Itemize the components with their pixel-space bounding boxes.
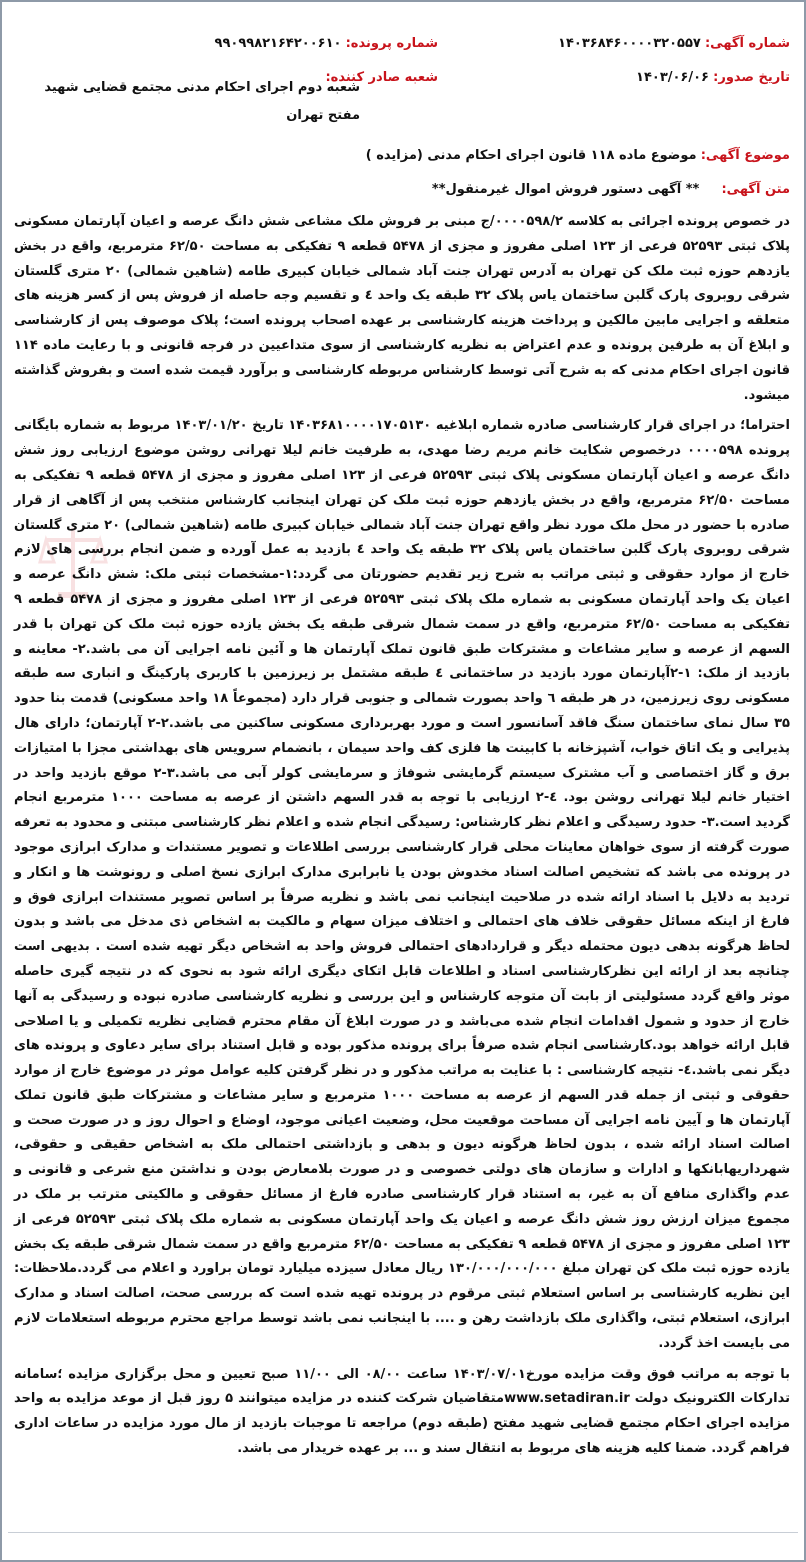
case-number-field	[215, 36, 438, 51]
subject-field	[366, 148, 790, 163]
issue-date-label: تاریخ صدور:	[713, 70, 790, 85]
subject-value: موضوع ماده ۱۱۸ قانون اجرای احکام مدنی (مزایده )	[365, 148, 697, 163]
ad-number-field	[558, 36, 790, 51]
issuer-label: شعبه صادر کننده:	[325, 70, 438, 85]
ad-number-value: ۱۴۰۳۶۸۴۶۰۰۰۰۳۲۰۵۵۷	[558, 36, 701, 51]
ad-number-label: شماره آگهی:	[704, 36, 790, 51]
ad-body	[14, 210, 790, 1468]
issue-date-field	[636, 70, 790, 85]
ad-text-field	[432, 182, 790, 197]
issue-date-value: ۱۴۰۳/۰۶/۰۶	[636, 70, 709, 85]
bottom-divider	[8, 1532, 798, 1533]
subject-label: موضوع آگهی:	[700, 148, 790, 163]
issuer-value: شعبه دوم اجرای احکام مدنی مجتمع قضایی شهید مفتح تهران	[44, 80, 360, 123]
body-paragraph-2: احتراما؛ در اجرای قرار کارشناسی صادره شماره ابلاغیه ۱۴۰۳۶۸۱۰۰۰۰۱۷۰۵۱۳۰ تاریخ ۱۴۰۳/۰۱/۲۰ مربوط به شماره بایگانی پرونده ۰۰۰۰۵۹۸ درخصوص شکایت خانم مریم رضا مهدی، به طرفیت خانم لیلا تهرانی روشن موضوع ارزیابی روز شش دانگ عرصه و اعیان آپارتمان مسکونی پلاک ثبتی ۵۲۵۹۳ فرعی از ۱۲۳ اصلی مفروز و مجزی از ۵۴۷۸ قطعه ۹ تفکیکی به مساحت ۶۲/۵۰ مترمربع، واقع در بخش یازدهم حوزه ثبت ملک کن تهران اینجانب کارشناس منتخب پس از آگاهی از قرار صادره با حضور در محل ملک مورد نظر واقع تهران جنت آباد شمالی خیابان کبیری طامه (شاهین شمالی) ۲۰ متری گلستان شرقی روبروی پارک گلبن ساختمان یاس پلاک ۳۲ طبقه یک واحد ٤ بازدید به عمل آورده و ضمن انجام بررسی های لازم خارج از موارد حقوقی و ثبتی مراتب به شرح زیر تقدیم حضورتان می گردد:۱-مشخصات ثبتی ملک: شش دانگ عرصه و اعیان یک واحد آپارتمان مسکونی به شماره ملک پلاک ثبتی ۵۲۵۹۳ فرعی از ۱۲۳ اصلی مفروز و مجزی از ۵۴۷۸ قطعه ۹ تفکیکی به مساحت ۶۲/۵۰ مترمربع، واقع در سمت شمال شرقی طبقه یک بخش یازده حوزه ثبت ملک کن تهران با قدر السهم از عرصه و سایر مشاعات و مشترکات طبق قانون تملک آپارتمان ها و آئین نامه اجرایی آن می باشد.۲- معاینه و بازدید از ملک: ۱-۲آپارتمان مورد بازدید در ساختمانی ٤ طبقه مشتمل بر زیرزمین با کاربری پارکینگ و انباری سه طبقه مسکونی روی زیرزمین، در هر طبقه ٦ واحد بصورت شمالی و جنوبی قرار دارد (مجموعاً ۱۸ واحد مسکونی) قدمت بنا حدود ۳۵ سال نمای ساختمان سنگ فاقد آسانسور است و مورد بهربرداری مسکونی ساکنین می باشد.۲-۲ آپارتمان؛ دارای هال پذیرایی و یک اتاق خواب، آشپزخانه با کابینت ها فلزی کف واحد سیمان ، بانضمام سرویس های بهداشتی مجزا با امتیازات برق و گاز اختصاصی و آب مشترک سیستم گرمایشی شوفاژ و سرمایشی کولر آبی می باشد.۳-۲ موقع بازدید واحد در اختیار خانم لیلا تهرانی روشن بود. ٤-۲ ارزیابی با توجه به قدر السهم داشتن از عرصه به مساحت ۱۰۰۰ مترمربع انجام گردید است.۳- حدود رسیدگی و اعلام نظر کارشناس: رسیدگی انجام شده و اعلام نظر کارشناسی مبتنی و محدود به تعرفه صورت گرفته از سوی خواهان معاینات محلی قرار کارشناسی بررسی اطلاعات و تصویر مستندات و مدارک ابرازی موجود در پرونده می باشد که تشخیص اصالت اسناد مخدوش بودن یا نابرابری مدارک ابرازی نسخ اصلی و رونوشت ها و انکار و تردید به دلایل با اسناد ارائه شده در صلاحیت اینجانب نمی باشد و نظریه صرفاً بر اساس تصویر مستندات ابرازی فوق و فارغ از اینکه مسائل حقوقی خلاف های احتمالی و اختلاف میزان سهام و مالکیت به اشخاص ذی مدخل می باشد و بدون لحاظ هرگونه بدهی دیون محتمله دیگر و قراردادهای احتمالی فروش واحد به اشخاص دیگر تهیه شده است . بدیهی است چنانچه بعد از ارائه این نظرکارشناسی اسناد و اطلاعات قابل اتکای دیگری ارائه شود به نحوی که در نتیجه گیری حاصله موثر واقع گردد مسئولیتی از بابت آن متوجه کارشناس و این بررسی و نظریه کارشناسی صادره نبوده و رسیدگی به آنها خارج از حدود و شمول اقدامات انجام شده می‌باشد و در صورت ابلاغ آن مقام محترم قضایی نظریه تکمیلی و یا اصلاحی قابل ارائه خواهد بود.کارشناسی انجام شده صرفاً برای پرونده مذکور بوده و قابل استناد برای سایر دعاوی و پرونده های دیگر نمی باشد.٤- نتیجه کارشناسی : با عنایت به مراتب مذکور و در نظر گرفتن کلیه عوامل موثر در موضوع خارج از موارد حقوقی و ثبتی از جمله قدر السهم از عرصه به مساحت ۱۰۰۰ مترمربع و سایر مشاعات و مشترکات طبق قانون تملک آپارتمان ها و آیین نامه اجرایی آن مساحت موقعیت محل، وضعیت اعیانی موجود، اوضاع و احوال روز و در صورت صحت و اصالت اسناد ارائه شده ، بدون لحاظ هرگونه دیون و بدهی و بازداشتی احتمالی ملک به اشخاص حقیقی و حقوقی، شهرداریهابانکها و ادارات و سازمان های دولتی خصوصی و در صورت بلامعارض بودن و نداشتن منع شرعی و قانونی و عدم واگذاری منافع آن به غیر، به استناد قرار کارشناسی صادره فارغ از مسائل حقوقی و مالکیتی مترتب بر ملک در مجموع میزان ارزش روز شش دانگ عرصه و اعیان یک واحد آپارتمان مسکونی به شماره ملک پلاک ثبتی ۵۲۵۹۳ فرعی از ۱۲۳ اصلی مفروز و مجزی از ۵۴۷۸ قطعه ۹ تفکیکی به مساحت ۶۲/۵۰ مترمربع واقع در سمت شمال شرقی طبقه یک بخش یازده حوزه ثبت ملک کن تهران مبلغ ۱۳۰/۰۰۰/۰۰۰/۰۰۰ ریال معادل سیزده میلیارد تومان براورد و اعلام می گردد.ملاحظات: این نظریه کارشناسی بر اساس استعلام ثبتی مرقوم در پرونده تهیه شده است که بررسی صحت، اصالت اسناد و مدارک ابرازی، استعلام ثبتی، واگذاری ملک بازداشت رهن و .... با اینجانب نمی باشد توسط مراجع محترم مربوطه استعلامات لازم می بایست اخذ گردد.	[14, 418, 791, 1351]
ad-text-label: متن آگهی:	[721, 182, 790, 197]
header-row-1	[2, 36, 804, 64]
case-number-value: ۹۹۰۹۹۸۲۱۶۴۲۰۰۶۱۰	[214, 36, 342, 51]
ad-title: ** آگهی دستور فروش اموال غیرمنقول**	[431, 182, 700, 197]
body-paragraph-3: با توجه به مراتب فوق وقت مزایده مورخ۱۴۰۳/۰۷/۰۱ ساعت ۰۸/۰۰ الی ۱۱/۰۰ صبح تعیین و محل برگزاری مزایده ؛سامانه تدارکات الکترونیک دولت www.setadiran.irمتقاضیان شرکت کننده در مزایده میتوانند ۵ روز قبل از موعد مزایده به واحد مزایده اجرای احکام مجتمع قضایی شهید مفتح (طبقه دوم) مراجعه تا موجبات بازدید از مال مورد مزایده در ساعات اداری فراهم گردد. ضمنا کلیه هزینه های مربوط به انتقال سند و ... بر عهده خریدار می باشد.	[14, 1366, 791, 1457]
body-paragraph-1: در خصوص پرونده اجرائی به کلاسه ۰۰۰۰۵۹۸/۲/ج مبنی بر فروش ملک مشاعی شش دانگ عرصه و اعیان آپارتمان مسکونی پلاک ثبتی ۵۲۵۹۳ فرعی از ۱۲۳ اصلی مفروز و مجزی از ۵۴۷۸ قطعه ۹ تفکیکی به مساحت ۶۲/۵۰ مترمربع، واقع در بخش یازدهم حوزه ثبت ملک کن تهران به آدرس تهران جنت آباد شمالی خیابان کبیری طامه (شاهین شمالی) ۲۰ متری گلستان شرقی روبروی پارک گلبن ساختمان یاس پلاک ۳۲ طبقه یک واحد ٤ و تقسیم وجه حاصله از فروش پس از کسر هزینه های متعلقه و اجرایی مابین مالکین و پرداخت هزینه کارشناسی بر عهده اصحاب پرونده است؛ پلاک موصوف پس از کارشناسی و ابلاغ آن به طرفین پرونده و عدم اعتراض به نظریه کارشناسی از سوی متداعیین در فرجه قانونی و با رعایت ماده ۱۱۴ قانون اجرای احکام مدنی که به شرح آتی توسط کارشناس مربوطه کارشناسی و برآورد قیمت شده است و بفروش گذاشته میشود.	[14, 214, 791, 403]
case-number-label: شماره پرونده:	[345, 36, 438, 51]
